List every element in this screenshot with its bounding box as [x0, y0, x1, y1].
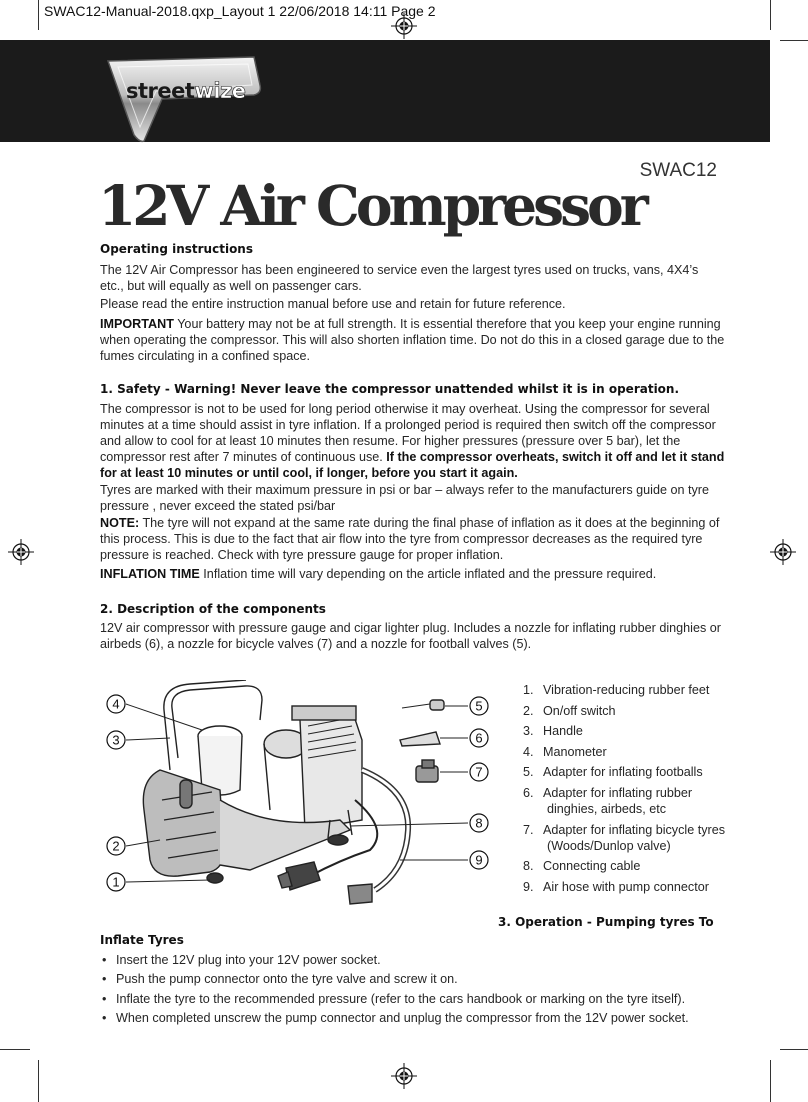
- callout-number-1: 1: [112, 874, 120, 890]
- crop-mark: [780, 1049, 808, 1050]
- paragraph: Tyres are marked with their maximum pressure in psi or bar – always refer to the manufacturers guide on tyre pressure , never exceed the stated psi/bar: [100, 483, 709, 513]
- paragraph: 12V air compressor with pressure gauge and cigar lighter plug. Includes a nozzle for inflating rubber dinghies or airbeds (6), a nozzle for bicycle valves (7) and a nozzle for football valves (5).: [100, 621, 721, 651]
- section-heading-description: 2. Description of the components: [100, 602, 326, 616]
- paragraph: The 12V Air Compressor has been engineered to service even the largest tyres used on trucks, vans, 4X4’s etc., but will equally as well on passenger cars.: [100, 263, 699, 293]
- note-label: NOTE:: [100, 516, 140, 530]
- crop-mark: [38, 1060, 39, 1102]
- callout-number-9: 9: [475, 852, 483, 868]
- registration-mark-icon: [391, 1063, 417, 1089]
- crop-mark: [0, 1049, 30, 1050]
- callout-number-5: 5: [475, 698, 483, 714]
- section-heading-safety: 1. Safety - Warning! Never leave the compressor unattended whilst it is in operation.: [100, 382, 680, 396]
- paragraph-inflation-time: INFLATION TIME Inflation time will vary depending on the article inflated and the pressure required.: [100, 567, 657, 581]
- list-item: • Inflate the tyre to the recommended pressure (refer to the cars handbook or marking on the tyre itself).: [100, 991, 740, 1007]
- callout-number-8: 8: [475, 815, 483, 831]
- list-item: 1. Vibration-reducing rubber feet: [523, 683, 710, 697]
- crop-mark: [770, 0, 771, 30]
- compressor-illustration: [143, 680, 444, 904]
- crop-mark: [770, 1060, 771, 1102]
- list-item: • Push the pump connector onto the tyre valve and screw it on.: [100, 971, 740, 987]
- list-item: • Insert the 12V plug into your 12V power socket.: [100, 952, 740, 968]
- list-item: 4. Manometer: [523, 744, 607, 759]
- registration-mark-icon: [770, 539, 796, 565]
- callout-number-6: 6: [475, 730, 483, 746]
- callout-number-3: 3: [112, 732, 120, 748]
- list-item: 6. Adapter for inflating rubber dinghies, airbeds, etc: [523, 785, 693, 816]
- section-heading-operating: Operating instructions: [100, 242, 253, 256]
- callout-number-2: 2: [112, 838, 120, 854]
- crop-mark: [38, 0, 39, 30]
- registration-mark-icon: [391, 13, 417, 39]
- operation-steps: [100, 952, 740, 1029]
- component-list: [521, 682, 736, 899]
- inflation-time-label: INFLATION TIME: [100, 567, 200, 581]
- list-item: • When completed unscrew the pump connector and unplug the compressor from the 12V power socket.: [100, 1010, 740, 1026]
- list-item: 5. Adapter for inflating footballs: [523, 765, 703, 780]
- list-item: 3. Handle: [523, 724, 583, 739]
- brand-logo-text: streetwize: [126, 79, 246, 103]
- crop-mark: [780, 40, 808, 41]
- compressor-diagram: [100, 680, 500, 910]
- paragraph: The compressor is not to be used for long period otherwise it may overheat. Using the compressor for several minutes at a time should assist in tyre inflation. If a prolonged period is required then switch off the compressor and allow to cool for at least 10 minutes then resume. For higher pressures (pressure over 5 bar), let the compressor rest after 7 minutes of continuous use. If the compressor overheats, switch it off and let it stand for at least 10 minutes or until cool, if longer, before you start it again.: [100, 402, 725, 480]
- list-item: 9. Air hose with pump connector: [523, 879, 709, 894]
- paragraph-important: IMPORTANT Your battery may not be at full strength. It is essential therefore that you keep your engine running when operating the compressor. This will also shorten inflation time. Do not do this in a closed garage due to the fumes circulating in a confined space.: [100, 317, 725, 363]
- page-title: 12V Air Compressor: [98, 173, 645, 238]
- list-item: 7. Adapter for inflating bicycle tyres (Woods/Dunlop valve): [523, 822, 725, 853]
- callout-number-4: 4: [112, 696, 120, 712]
- list-item: 2. On/off switch: [523, 703, 616, 718]
- section-heading-inflate-tyres: Inflate Tyres: [100, 933, 184, 947]
- registration-mark-icon: [8, 539, 34, 565]
- section-heading-operation: 3. Operation - Pumping tyres To: [498, 915, 714, 929]
- important-label: IMPORTANT: [100, 317, 174, 331]
- paragraph-note: NOTE: The tyre will not expand at the same rate during the final phase of inflation as it does at the beginning of this process. This is due to the fact that air flow into the tyre from compressor decreases as the required tyre pressure is reached. Check with tyre pressure gauge for proper inflation.: [100, 516, 720, 562]
- list-item: 8. Connecting cable: [523, 859, 641, 874]
- paragraph: Please read the entire instruction manual before use and retain for future reference.: [100, 297, 566, 311]
- model-number: SWAC12: [639, 160, 717, 181]
- callout-number-7: 7: [475, 764, 483, 780]
- printer-slug: SWAC12-Manual-2018.qxp_Layout 1 22/06/2018 14:11 Page 2: [44, 3, 436, 19]
